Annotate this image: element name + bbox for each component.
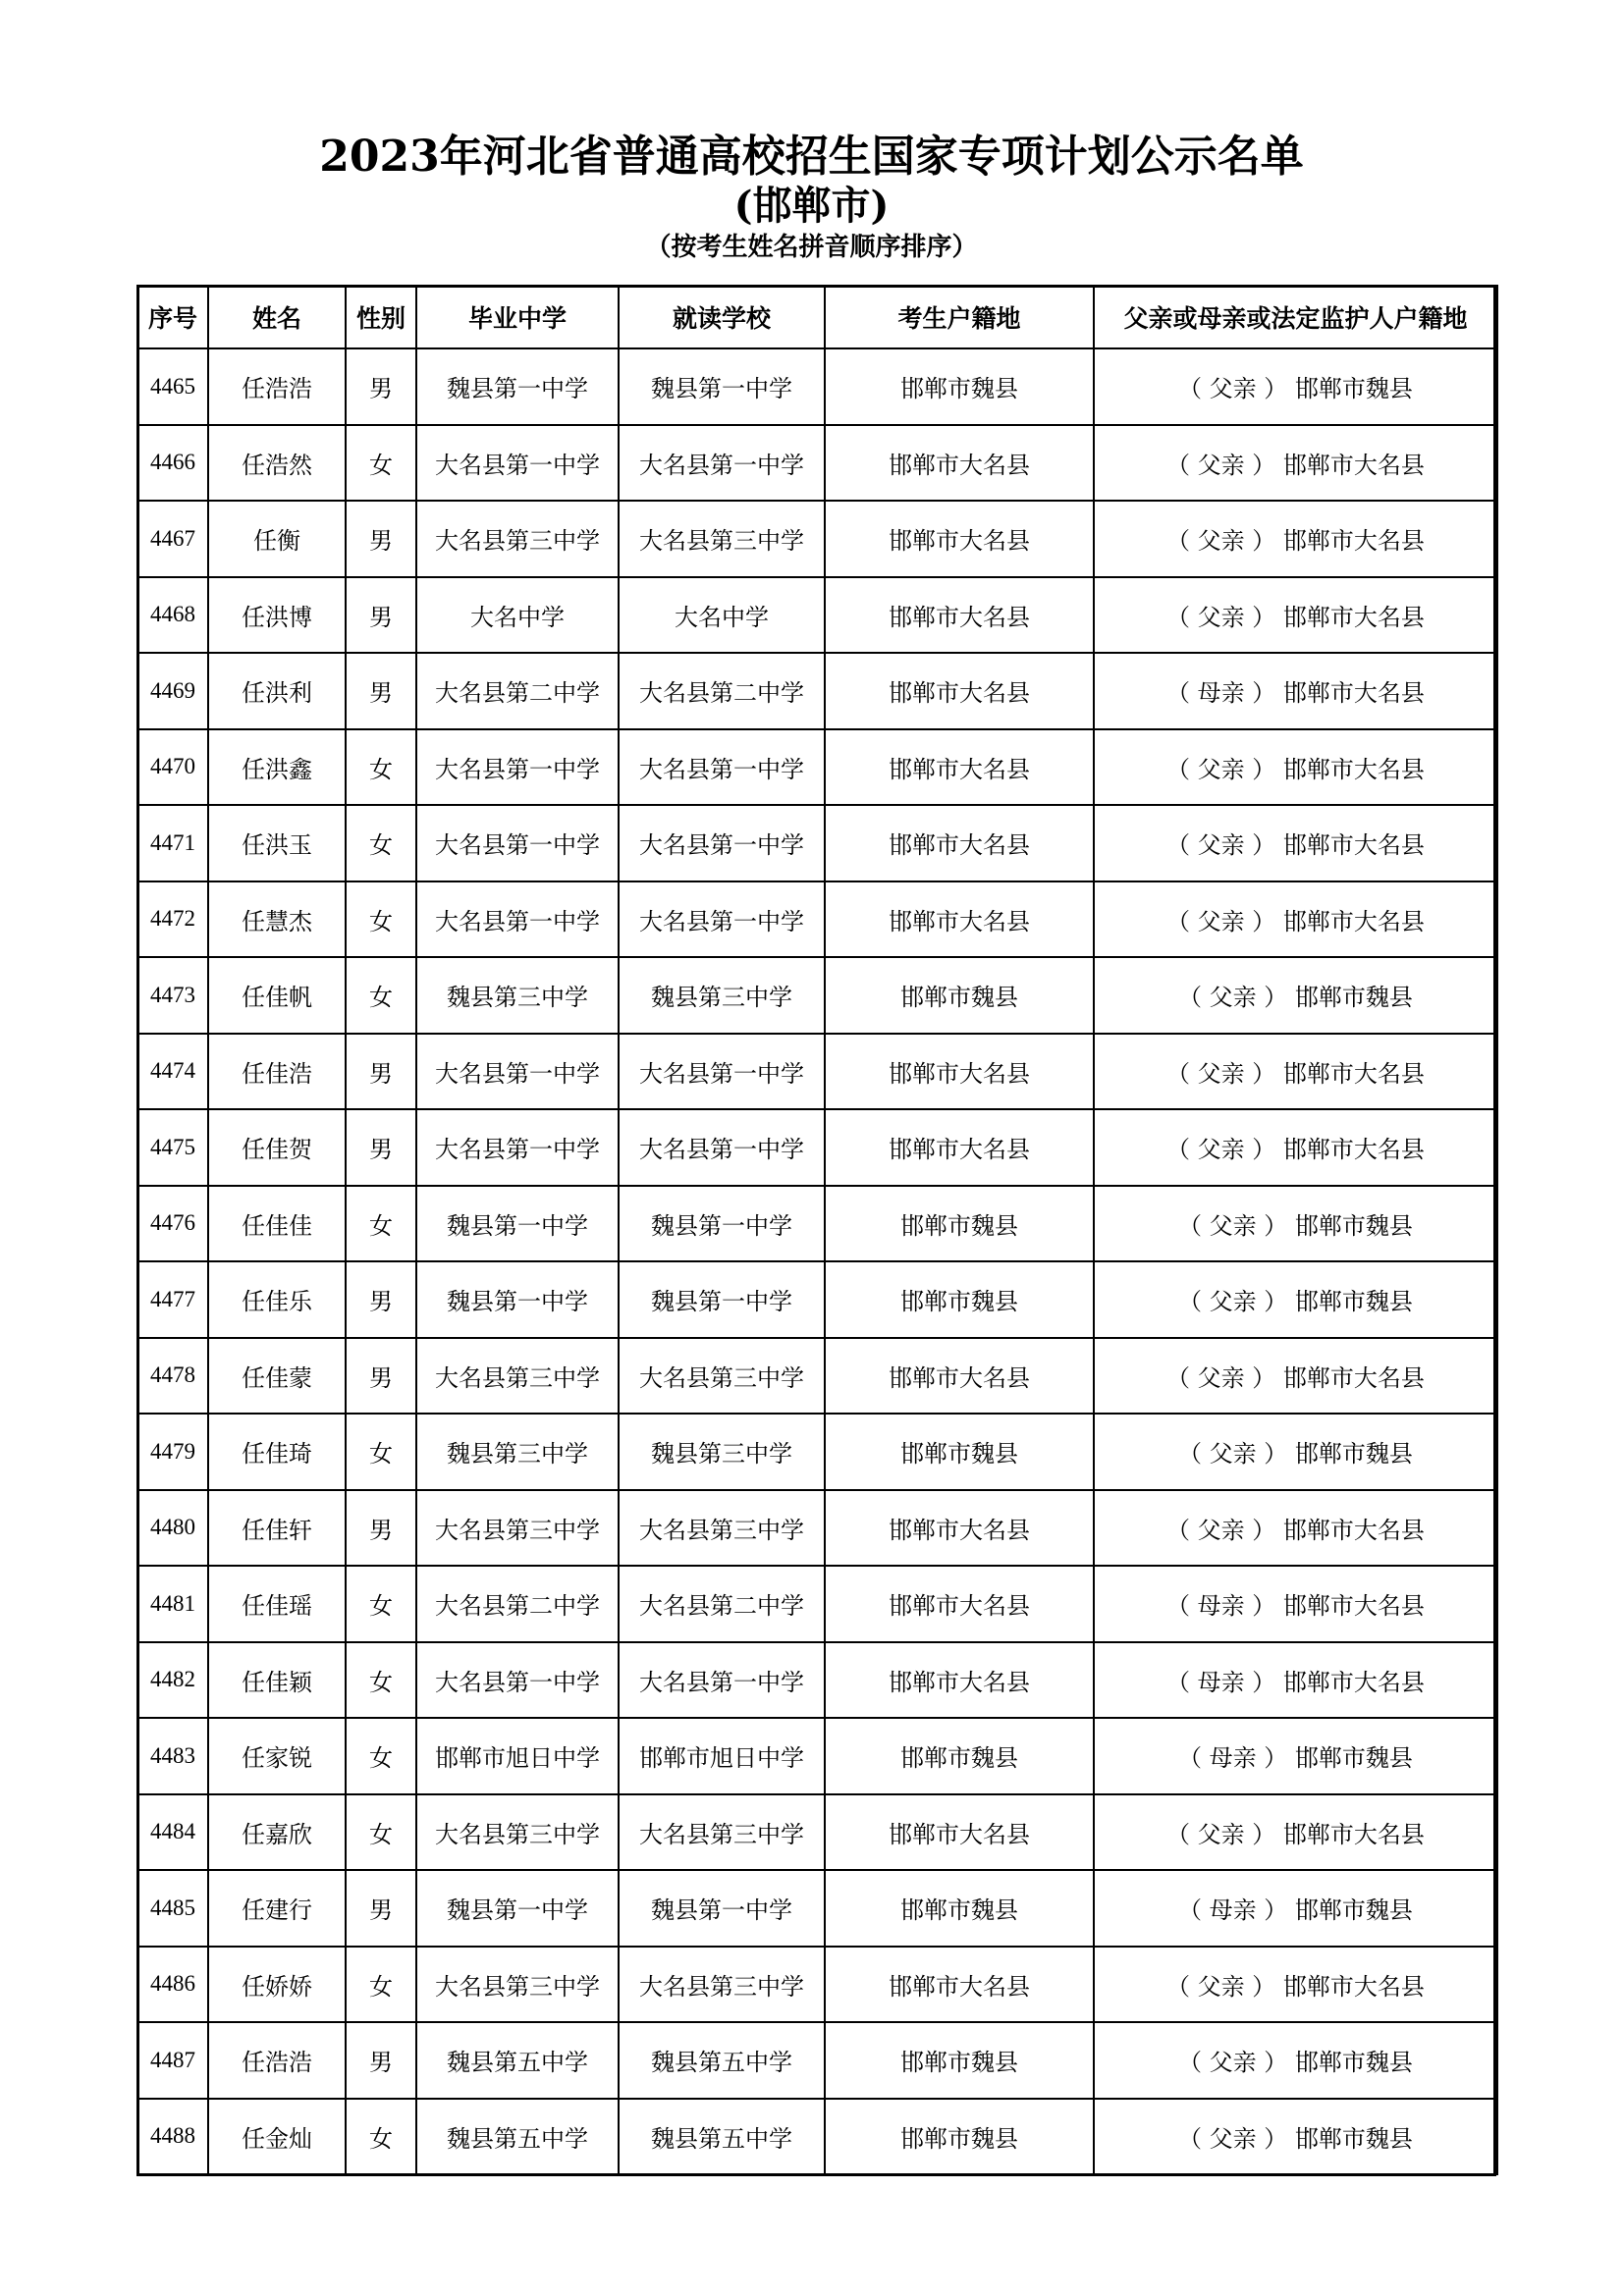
cell-name: 任佳帆 [208,957,346,1034]
cell-guardian-registration: （ 母亲 ） 邯郸市魏县 [1094,1718,1497,1794]
cell-graduation-school: 邯郸市旭日中学 [416,1718,619,1794]
cell-seq: 4485 [137,1870,208,1947]
cell-current-school: 大名县第一中学 [619,1642,825,1719]
cell-graduation-school: 魏县第一中学 [416,1261,619,1338]
cell-household-registration: 邯郸市大名县 [825,1490,1094,1567]
cell-current-school: 魏县第三中学 [619,1414,825,1490]
cell-household-registration: 邯郸市魏县 [825,2099,1094,2175]
cell-name: 任嘉欣 [208,1794,346,1871]
cell-graduation-school: 大名县第一中学 [416,1642,619,1719]
cell-name: 任建行 [208,1870,346,1947]
cell-current-school: 魏县第一中学 [619,348,825,425]
table-row [137,881,1497,958]
cell-gender: 女 [346,805,416,881]
cell-guardian-registration: （ 父亲 ） 邯郸市大名县 [1094,1490,1497,1567]
table-row [137,1338,1497,1415]
header-seq: 序号 [137,286,208,348]
table-row [137,653,1497,729]
table-row [137,348,1497,425]
table-row [137,425,1497,502]
cell-guardian-registration: （ 父亲 ） 邯郸市魏县 [1094,1186,1497,1262]
cell-seq: 4483 [137,1718,208,1794]
cell-household-registration: 邯郸市魏县 [825,348,1094,425]
cell-seq: 4484 [137,1794,208,1871]
header-guardian-registration: 父亲或母亲或法定监护人户籍地 [1094,286,1497,348]
cell-current-school: 魏县第一中学 [619,1261,825,1338]
cell-current-school: 大名县第三中学 [619,1794,825,1871]
cell-current-school: 大名县第一中学 [619,881,825,958]
cell-household-registration: 邯郸市大名县 [825,1794,1094,1871]
cell-name: 任佳轩 [208,1490,346,1567]
cell-current-school: 魏县第三中学 [619,957,825,1034]
cell-guardian-registration: （ 父亲 ） 邯郸市大名县 [1094,577,1497,654]
page-title: 2023年河北省普通高校招生国家专项计划公示名单 [319,132,1304,182]
cell-gender: 男 [346,1034,416,1110]
cell-name: 任金灿 [208,2099,346,2175]
cell-gender: 女 [346,2099,416,2175]
cell-graduation-school: 大名县第三中学 [416,1490,619,1567]
cell-graduation-school: 大名县第一中学 [416,881,619,958]
cell-name: 任娇娇 [208,1947,346,2023]
cell-name: 任佳佳 [208,1186,346,1262]
cell-household-registration: 邯郸市大名县 [825,1947,1094,2023]
cell-seq: 4469 [137,653,208,729]
table-header-row [137,286,1497,348]
cell-guardian-registration: （ 父亲 ） 邯郸市大名县 [1094,501,1497,577]
cell-seq: 4471 [137,805,208,881]
header-current-school: 就读学校 [619,286,825,348]
page-subtitle: (邯郸市) [733,183,890,229]
cell-graduation-school: 魏县第一中学 [416,1186,619,1262]
cell-household-registration: 邯郸市大名县 [825,653,1094,729]
table-row [137,957,1497,1034]
cell-seq: 4480 [137,1490,208,1567]
table-row [137,1566,1497,1642]
cell-household-registration: 邯郸市大名县 [825,577,1094,654]
cell-seq: 4473 [137,957,208,1034]
cell-graduation-school: 大名县第三中学 [416,1794,619,1871]
sort-note: （按考生姓名拼音顺序排序） [645,233,978,262]
cell-gender: 男 [346,2022,416,2099]
cell-household-registration: 邯郸市大名县 [825,1109,1094,1186]
cell-name: 任佳贺 [208,1109,346,1186]
cell-graduation-school: 大名县第一中学 [416,805,619,881]
cell-graduation-school: 魏县第五中学 [416,2099,619,2175]
cell-name: 任佳蒙 [208,1338,346,1415]
cell-household-registration: 邯郸市魏县 [825,1186,1094,1262]
table-row [137,577,1497,654]
cell-household-registration: 邯郸市魏县 [825,1414,1094,1490]
cell-seq: 4465 [137,348,208,425]
cell-name: 任佳浩 [208,1034,346,1110]
table-row [137,2022,1497,2099]
cell-name: 任浩浩 [208,348,346,425]
cell-current-school: 大名县第三中学 [619,1947,825,2023]
cell-seq: 4481 [137,1566,208,1642]
table-row [137,1414,1497,1490]
cell-guardian-registration: （ 父亲 ） 邯郸市大名县 [1094,881,1497,958]
table-row [137,1034,1497,1110]
cell-guardian-registration: （ 父亲 ） 邯郸市大名县 [1094,425,1497,502]
cell-seq: 4478 [137,1338,208,1415]
table-row [137,1794,1497,1871]
cell-household-registration: 邯郸市大名县 [825,1338,1094,1415]
cell-name: 任佳乐 [208,1261,346,1338]
cell-current-school: 大名县第三中学 [619,501,825,577]
cell-graduation-school: 大名县第一中学 [416,425,619,502]
cell-current-school: 大名县第二中学 [619,653,825,729]
cell-household-registration: 邯郸市大名县 [825,425,1094,502]
table-row [137,1261,1497,1338]
cell-gender: 女 [346,1566,416,1642]
cell-gender: 女 [346,1414,416,1490]
cell-seq: 4488 [137,2099,208,2175]
cell-name: 任洪鑫 [208,729,346,806]
cell-gender: 女 [346,881,416,958]
cell-household-registration: 邯郸市大名县 [825,1566,1094,1642]
cell-seq: 4470 [137,729,208,806]
cell-guardian-registration: （ 母亲 ） 邯郸市大名县 [1094,1642,1497,1719]
cell-graduation-school: 魏县第一中学 [416,1870,619,1947]
cell-graduation-school: 大名县第三中学 [416,1338,619,1415]
cell-gender: 男 [346,501,416,577]
header-graduation-school: 毕业中学 [416,286,619,348]
cell-seq: 4472 [137,881,208,958]
cell-seq: 4477 [137,1261,208,1338]
cell-gender: 女 [346,1642,416,1719]
cell-current-school: 大名县第一中学 [619,1034,825,1110]
cell-household-registration: 邯郸市魏县 [825,2022,1094,2099]
cell-gender: 男 [346,1338,416,1415]
cell-name: 任家锐 [208,1718,346,1794]
cell-current-school: 魏县第一中学 [619,1186,825,1262]
cell-gender: 男 [346,1261,416,1338]
cell-seq: 4467 [137,501,208,577]
cell-graduation-school: 魏县第五中学 [416,2022,619,2099]
header-household-registration: 考生户籍地 [825,286,1094,348]
cell-name: 任佳琦 [208,1414,346,1490]
cell-graduation-school: 大名县第三中学 [416,1947,619,2023]
cell-guardian-registration: （ 父亲 ） 邯郸市大名县 [1094,1034,1497,1110]
cell-current-school: 大名县第一中学 [619,1109,825,1186]
cell-guardian-registration: （ 母亲 ） 邯郸市大名县 [1094,1566,1497,1642]
roster-table [136,285,1498,2175]
cell-graduation-school: 魏县第三中学 [416,957,619,1034]
cell-name: 任洪玉 [208,805,346,881]
cell-current-school: 大名县第三中学 [619,1338,825,1415]
table-row [137,2099,1497,2175]
cell-guardian-registration: （ 父亲 ） 邯郸市大名县 [1094,1338,1497,1415]
cell-graduation-school: 大名县第一中学 [416,1034,619,1110]
cell-gender: 女 [346,1718,416,1794]
cell-gender: 男 [346,1490,416,1567]
table-row [137,1109,1497,1186]
cell-graduation-school: 魏县第一中学 [416,348,619,425]
cell-gender: 男 [346,1109,416,1186]
cell-household-registration: 邯郸市大名县 [825,1034,1094,1110]
cell-current-school: 大名县第一中学 [619,805,825,881]
cell-current-school: 大名县第三中学 [619,1490,825,1567]
cell-guardian-registration: （ 父亲 ） 邯郸市大名县 [1094,805,1497,881]
cell-seq: 4486 [137,1947,208,2023]
cell-current-school: 魏县第五中学 [619,2099,825,2175]
cell-name: 任洪利 [208,653,346,729]
cell-current-school: 大名中学 [619,577,825,654]
cell-current-school: 魏县第一中学 [619,1870,825,1947]
cell-household-registration: 邯郸市大名县 [825,729,1094,806]
cell-seq: 4466 [137,425,208,502]
cell-graduation-school: 大名县第一中学 [416,729,619,806]
cell-seq: 4479 [137,1414,208,1490]
header-gender: 性别 [346,286,416,348]
cell-guardian-registration: （ 父亲 ） 邯郸市大名县 [1094,1794,1497,1871]
table-body [137,348,1497,2174]
cell-graduation-school: 大名县第三中学 [416,501,619,577]
cell-gender: 女 [346,1186,416,1262]
cell-current-school: 邯郸市旭日中学 [619,1718,825,1794]
cell-gender: 女 [346,425,416,502]
cell-household-registration: 邯郸市大名县 [825,881,1094,958]
cell-current-school: 大名县第一中学 [619,425,825,502]
cell-seq: 4482 [137,1642,208,1719]
table-row [137,729,1497,806]
cell-household-registration: 邯郸市魏县 [825,1870,1094,1947]
table-row [137,1870,1497,1947]
cell-graduation-school: 魏县第三中学 [416,1414,619,1490]
cell-guardian-registration: （ 父亲 ） 邯郸市魏县 [1094,1414,1497,1490]
cell-name: 任浩浩 [208,2022,346,2099]
cell-guardian-registration: （ 父亲 ） 邯郸市大名县 [1094,1947,1497,2023]
cell-seq: 4474 [137,1034,208,1110]
table-row [137,1947,1497,2023]
cell-name: 任浩然 [208,425,346,502]
cell-current-school: 大名县第一中学 [619,729,825,806]
cell-gender: 男 [346,577,416,654]
cell-seq: 4468 [137,577,208,654]
cell-household-registration: 邯郸市魏县 [825,1718,1094,1794]
table-row [137,805,1497,881]
cell-guardian-registration: （ 父亲 ） 邯郸市大名县 [1094,1109,1497,1186]
cell-guardian-registration: （ 母亲 ） 邯郸市大名县 [1094,653,1497,729]
cell-gender: 女 [346,957,416,1034]
cell-gender: 男 [346,348,416,425]
cell-guardian-registration: （ 父亲 ） 邯郸市魏县 [1094,2022,1497,2099]
table-row [137,1186,1497,1262]
header-name: 姓名 [208,286,346,348]
cell-gender: 女 [346,729,416,806]
cell-current-school: 魏县第五中学 [619,2022,825,2099]
cell-guardian-registration: （ 父亲 ） 邯郸市魏县 [1094,957,1497,1034]
cell-guardian-registration: （ 父亲 ） 邯郸市魏县 [1094,1261,1497,1338]
table-row [137,1642,1497,1719]
cell-name: 任佳颖 [208,1642,346,1719]
cell-graduation-school: 大名县第一中学 [416,1109,619,1186]
cell-gender: 女 [346,1947,416,2023]
cell-name: 任衡 [208,501,346,577]
cell-guardian-registration: （ 父亲 ） 邯郸市魏县 [1094,348,1497,425]
cell-guardian-registration: （ 父亲 ） 邯郸市大名县 [1094,729,1497,806]
cell-graduation-school: 大名县第二中学 [416,653,619,729]
cell-gender: 女 [346,1794,416,1871]
cell-graduation-school: 大名县第二中学 [416,1566,619,1642]
table-row [137,1718,1497,1794]
cell-household-registration: 邯郸市大名县 [825,1642,1094,1719]
cell-gender: 男 [346,1870,416,1947]
cell-name: 任慧杰 [208,881,346,958]
cell-name: 任洪博 [208,577,346,654]
table-row [137,1490,1497,1567]
table-row [137,501,1497,577]
cell-graduation-school: 大名中学 [416,577,619,654]
cell-seq: 4475 [137,1109,208,1186]
cell-seq: 4487 [137,2022,208,2099]
cell-current-school: 大名县第二中学 [619,1566,825,1642]
cell-gender: 男 [346,653,416,729]
cell-name: 任佳瑶 [208,1566,346,1642]
cell-seq: 4476 [137,1186,208,1262]
cell-household-registration: 邯郸市大名县 [825,805,1094,881]
cell-household-registration: 邯郸市魏县 [825,1261,1094,1338]
cell-guardian-registration: （ 母亲 ） 邯郸市魏县 [1094,1870,1497,1947]
cell-household-registration: 邯郸市大名县 [825,501,1094,577]
cell-household-registration: 邯郸市魏县 [825,957,1094,1034]
cell-guardian-registration: （ 父亲 ） 邯郸市魏县 [1094,2099,1497,2175]
